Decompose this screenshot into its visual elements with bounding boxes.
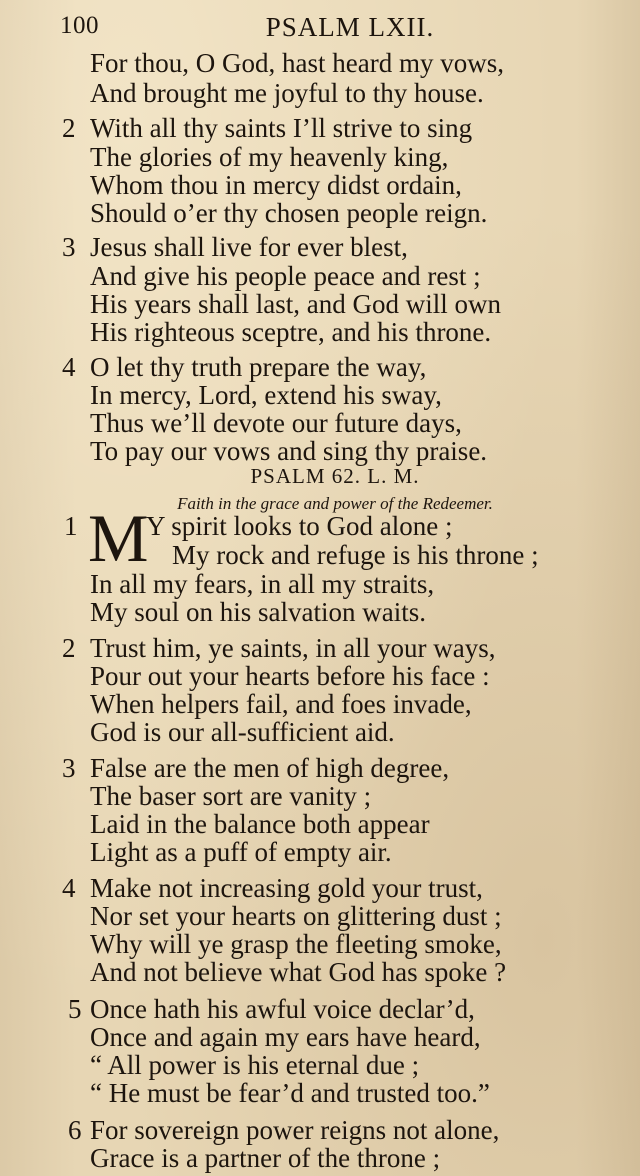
verse-line: Thus we’ll devote our future days, (90, 408, 462, 438)
verse-line: Once hath his awful voice declar’d, (90, 994, 475, 1024)
running-head: PSALM LXII. (265, 12, 435, 42)
verse-line: Light as a puff of empty air. (90, 837, 392, 867)
verse-line: Trust him, ye saints, in all your ways, (90, 633, 496, 663)
verse-line: O let thy truth prepare the way, (90, 352, 427, 382)
verse-line: Laid in the balance both appear (90, 809, 430, 839)
verse-line: For thou, O God, hast heard my vows, (90, 48, 504, 78)
verse-line: “ He must be fear’d and trusted too.” (90, 1078, 490, 1108)
verse-line: Should o’er thy chosen people reign. (90, 198, 488, 228)
verse-line: His years shall last, and God will own (90, 289, 501, 319)
verse-line: In mercy, Lord, extend his sway, (90, 380, 442, 410)
verse-number: 4 (62, 352, 76, 382)
verse-number: 3 (62, 753, 76, 783)
verse-line: And not believe what God has spoke ? (90, 957, 507, 987)
verse-number: 1 (64, 511, 78, 541)
verse-number: 3 (62, 232, 76, 262)
verse-line: When helpers fail, and foes invade, (90, 689, 472, 719)
verse-line: The glories of my heavenly king, (90, 142, 449, 172)
verse-number: 5 (68, 994, 82, 1024)
verse-line: And give his people peace and rest ; (90, 261, 481, 291)
verse-number: 4 (62, 873, 76, 903)
verse-line: My rock and refuge is his throne ; (172, 540, 539, 570)
verse-line: My soul on his salvation waits. (90, 597, 426, 627)
psalm-subtitle: Faith in the grace and power of the Redeemer. (177, 494, 493, 513)
verse-number: 6 (68, 1115, 82, 1145)
verse-number: 2 (62, 633, 76, 663)
verse-line: Why will ye grasp the fleeting smoke, (90, 929, 502, 959)
verse-line: In all my fears, in all my straits, (90, 569, 435, 599)
verse-line: Y spirit looks to God alone ; (146, 511, 453, 541)
verse-line: To pay our vows and sing thy praise. (90, 436, 488, 466)
verse-line: The baser sort are vanity ; (90, 781, 372, 811)
verse-line: And brought me joyful to thy house. (90, 78, 484, 108)
drop-cap: M (88, 500, 147, 576)
verse-line: “ All power is his eternal due ; (90, 1050, 420, 1080)
verse-line: Jesus shall live for ever blest, (90, 232, 408, 262)
verse-line: His righteous sceptre, and his throne. (90, 317, 492, 347)
verse-line: False are the men of high degree, (90, 753, 450, 783)
psalm-title: PSALM 62. L. M. (250, 464, 420, 488)
verse-line: Once and again my ears have heard, (90, 1022, 481, 1052)
page-number: 100 (60, 12, 99, 39)
verse-line: For sovereign power reigns not alone, (90, 1115, 500, 1145)
verse-number: 2 (62, 113, 76, 143)
verse-line: Make not increasing gold your trust, (90, 873, 483, 903)
verse-line: God is our all-sufficient aid. (90, 717, 395, 747)
page-header (60, 12, 640, 44)
verse-line: Pour out your hearts before his face : (90, 661, 490, 691)
verse-line: With all thy saints I’ll strive to sing (90, 113, 473, 143)
verse-line: Whom thou in mercy didst ordain, (90, 170, 462, 200)
verse-line: Nor set your hearts on glittering dust ; (90, 901, 502, 931)
verse-line: Grace is a partner of the throne ; (90, 1143, 441, 1173)
